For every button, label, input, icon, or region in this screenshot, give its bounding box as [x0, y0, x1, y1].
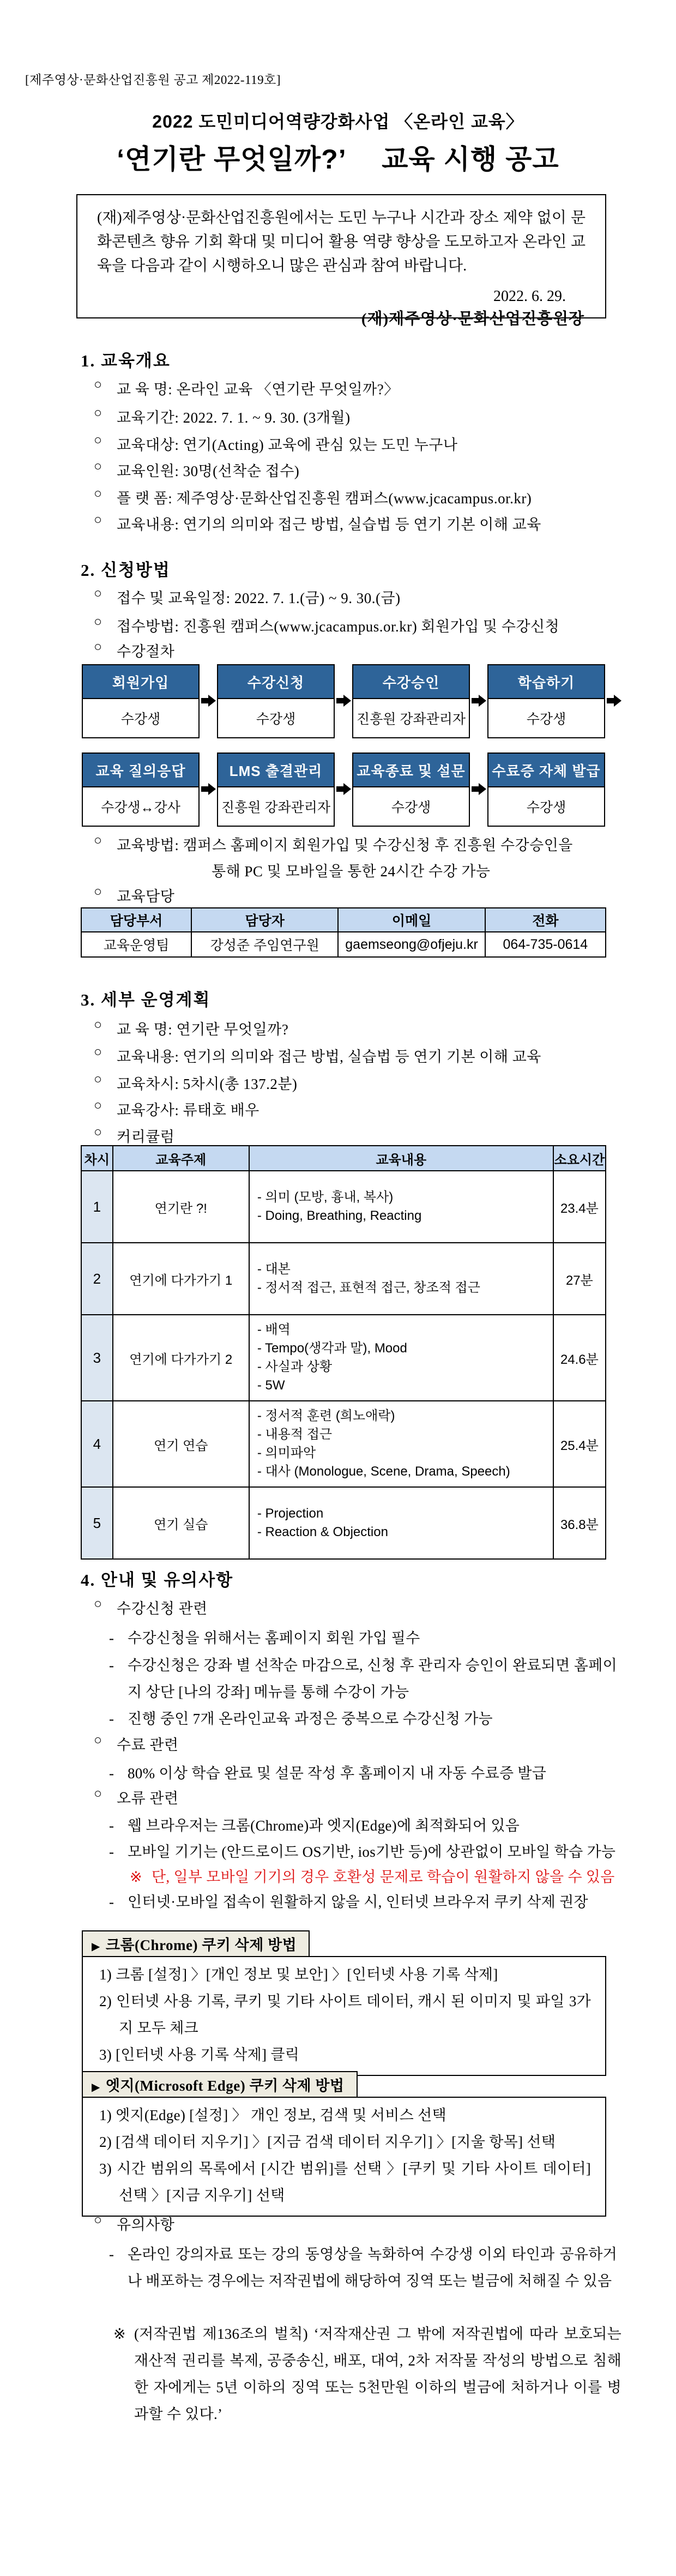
sub-list-item-text: 수강신청을 위해서는 홈페이지 회원 가입 필수: [128, 1630, 420, 1646]
list-item: [94, 377, 617, 399]
content-line: - Doing, Breathing, Reacting: [257, 1208, 422, 1223]
list-item: [94, 406, 617, 427]
session-contents: [249, 1315, 553, 1401]
circle-bullet-icon: ○: [94, 615, 102, 629]
group-label: 오류 관련: [117, 1790, 179, 1807]
circle-bullet-icon: ○: [94, 513, 102, 527]
sub-list-item-text: 80% 이상 학습 완료 및 설문 작성 후 홈페이지 내 자동 수료증 발급: [128, 1765, 547, 1781]
dash-bullet-icon: -: [109, 1817, 114, 1834]
arrow-right-icon: [470, 664, 487, 737]
cookie-step: 2) 인터넷 사용 기록, 쿠키 및 기타 사이트 데이터, 캐시 된 이미지 및 파일 3가지 모두 체크: [99, 1993, 591, 2036]
cookie-guide-title-text: 크롬(Chrome) 쿠키 삭제 방법: [105, 1937, 297, 1953]
sub-list-item: [109, 1813, 617, 1839]
flow-step-certificate: [487, 753, 605, 827]
session-contents: [249, 1487, 553, 1559]
flow-step-title: 수강신청: [218, 665, 334, 699]
flow-step-approval: [352, 664, 470, 738]
list-item: [94, 1786, 617, 1808]
arrow-right-icon: [200, 664, 217, 737]
contact-phone: 064-735-0614: [485, 932, 606, 957]
column-header: 교육주제: [113, 1146, 249, 1171]
circle-bullet-icon: ○: [94, 459, 102, 474]
sub-list-item: [109, 1625, 617, 1652]
list-item-text: 교육기간: 2022. 7. 1. ~ 9. 30. (3개월): [117, 410, 351, 426]
flow-step-role: 수강생: [526, 712, 566, 727]
enrollment-flow-row-2: [82, 753, 627, 827]
sub-list-item: [109, 2241, 617, 2295]
column-header: 차시: [81, 1146, 113, 1171]
section-heading-overview: 1. 교육개요: [81, 351, 171, 370]
cookie-guide-title-text: 엣지(Microsoft Edge) 쿠키 삭제 방법: [105, 2078, 345, 2094]
circle-bullet-icon: ○: [94, 586, 102, 601]
sub-list-item: [109, 1889, 617, 1916]
content-line: - 배역: [257, 1322, 291, 1337]
flow-step-role: 수강생: [256, 712, 296, 727]
session-duration: 36.8분: [553, 1487, 606, 1559]
reference-mark-icon: ※: [130, 1869, 142, 1885]
list-item-continuation: [212, 859, 676, 881]
list-item-text: 수강절차: [117, 643, 175, 660]
circle-bullet-icon: ○: [94, 433, 102, 448]
session-topic: 연기에 다가가기 2: [113, 1315, 249, 1401]
cookie-step: 1) 크롬 [설정] 〉[개인 정보 및 보안] 〉[인터넷 사용 기록 삭제]: [99, 1966, 498, 1983]
arrow-right-icon: [605, 664, 623, 737]
cookie-guide-edge: [82, 2071, 606, 2217]
column-header: 이메일: [338, 908, 485, 932]
content-line: - Projection: [257, 1506, 324, 1521]
group-label: 수강신청 관련: [117, 1600, 208, 1617]
list-item: [94, 486, 617, 508]
dash-bullet-icon: -: [109, 1711, 114, 1727]
copyright-law-note-text: (저작권법 제136조의 벌칙) ‘저작재산권 그 밖에 저작권법에 따라 보호되는 재산적 권리를 복제, 공중송신, 배포, 대여, 2차 저작물 작성의 방법으로 침해한 자에게는 5년 이하의 징역 또는 5천만원 이하의 벌금에 처하거나 이를 병과할 수 있다.’: [134, 2326, 621, 2422]
cookie-step: 3) [인터넷 사용 기록 삭제] 클릭: [99, 2047, 300, 2063]
content-line: - Tempo(생각과 말), Mood: [257, 1341, 407, 1356]
content-line: - Reaction & Objection: [257, 1525, 388, 1539]
column-header: 전화: [485, 908, 606, 932]
list-item-text: 교육차시: 5차시(총 137.2분): [117, 1076, 298, 1092]
list-item: [94, 1018, 617, 1039]
list-item: [94, 833, 617, 854]
intro-signer: (재)제주영상·문화산업진흥원장: [361, 310, 584, 328]
contact-team: 교육운영팀: [81, 932, 191, 957]
session-topic: 연기 실습: [113, 1487, 249, 1559]
session-topic: 연기란 ?!: [113, 1171, 249, 1243]
list-item: [94, 1597, 617, 1618]
contact-person: 강성준 주임연구원: [191, 932, 338, 957]
section-heading-plan: 3. 세부 운영계획: [81, 990, 211, 1009]
session-contents: [249, 1243, 553, 1315]
circle-bullet-icon: ○: [94, 1018, 102, 1032]
flow-step-title: LMS 출결관리: [218, 754, 334, 787]
dash-bullet-icon: -: [109, 1844, 114, 1860]
circle-bullet-icon: ○: [94, 1733, 102, 1748]
session-duration: 23.4분: [553, 1171, 606, 1243]
copyright-law-note: [113, 2321, 621, 2428]
flow-step-lms-attendance: [217, 753, 335, 827]
sub-list-item: [109, 1760, 617, 1787]
arrow-right-icon: [335, 664, 352, 737]
list-item: [94, 1125, 617, 1146]
content-line: - 대사 (Monologue, Scene, Drama, Speech): [257, 1464, 510, 1479]
circle-bullet-icon: ○: [94, 1072, 102, 1087]
circle-bullet-icon: ○: [94, 1125, 102, 1140]
flow-step-role: 수강생: [391, 800, 431, 815]
triangle-bullet-icon: ▶: [92, 2081, 100, 2093]
sub-list-item-text: 인터넷·모바일 접속이 원활하지 않을 시, 인터넷 브라우저 쿠키 삭제 권장: [128, 1894, 588, 1910]
flow-step-learning: [487, 664, 605, 738]
dash-bullet-icon: -: [109, 1657, 114, 1674]
session-contents: [249, 1171, 553, 1243]
session-duration: 24.6분: [553, 1315, 606, 1401]
flow-step-title: 수료증 자체 발급: [488, 754, 604, 787]
circle-bullet-icon: ○: [94, 1098, 102, 1113]
list-item: [94, 1098, 617, 1120]
intro-text: (재)제주영상·문화산업진흥원에서는 도민 누구나 시간과 장소 제약 없이 문화콘텐츠 향유 기회 확대 및 미디어 활용 역량 향상을 도모하고자 온라인 교육을 다음과 같이 시행하오니 많은 관심과 참여 바랍니다.: [97, 209, 586, 274]
session-number: 1: [81, 1171, 113, 1243]
session-topic: 연기에 다가가기 1: [113, 1243, 249, 1315]
sub-list-item-text: 모바일 기기는 (안드로이드 OS기반, ios기반 등)에 상관없이 모바일 학습 가능: [128, 1844, 616, 1860]
list-item-text: 접수 및 교육일정: 2022. 7. 1.(금) ~ 9. 30.(금): [117, 590, 401, 606]
sub-list-item: [109, 1706, 617, 1732]
cookie-step: 1) 엣지(Edge) [설정] 〉 개인 정보, 검색 및 서비스 선택: [99, 2107, 446, 2123]
enrollment-flow-row-1: [82, 664, 627, 738]
list-item-text: 교육대상: 연기(Acting) 교육에 관심 있는 도민 누구나: [117, 437, 458, 453]
content-line: - 사실과 상황: [257, 1359, 333, 1374]
circle-bullet-icon: ○: [94, 833, 102, 848]
list-item: [94, 1045, 617, 1066]
doc-subtitle: 2022 도민미디어역량강화사업 〈온라인 교육〉: [152, 112, 524, 131]
list-item-text: 교육내용: 연기의 의미와 접근 방법, 실습법 등 연기 기본 이해 교육: [117, 1049, 541, 1065]
flow-step-role: 수강생: [120, 712, 161, 727]
table-row: [81, 932, 606, 957]
content-line: - 의미 (모방, 흉내, 복사): [257, 1190, 394, 1205]
list-item: [94, 433, 617, 454]
list-item-text: 교육강사: 류태호 배우: [117, 1102, 259, 1118]
flow-step-signup: [82, 664, 200, 738]
cookie-step: 3) 시간 범위의 목록에서 [시간 범위]를 선택 〉[쿠키 및 기타 사이트 데이터] 선택 〉[지금 지우기] 선택: [99, 2160, 591, 2204]
circle-bullet-icon: ○: [94, 884, 102, 899]
group-label: 수료 관련: [117, 1737, 179, 1753]
sub-list-item-text: 수강신청은 강좌 별 선착순 마감으로, 신청 후 관리자 승인이 완료되면 홈페이지 상단 [나의 강좌] 메뉴를 통해 수강이 가능: [128, 1657, 617, 1700]
session-contents: [249, 1401, 553, 1487]
table-row: [81, 1315, 606, 1401]
sub-list-item-text: 진행 중인 7개 온라인교육 과정은 중복으로 수강신청 가능: [128, 1711, 493, 1727]
circle-bullet-icon: ○: [94, 640, 102, 654]
dash-bullet-icon: -: [109, 1630, 114, 1646]
doc-title: ‘연기란 무엇일까?’ 교육 시행 공고: [117, 144, 559, 174]
sub-list-item: [109, 1839, 617, 1865]
flow-step-title: 교육종료 및 설문: [353, 754, 469, 787]
contact-table: [81, 907, 606, 958]
cookie-step: 2) [검색 데이터 지우기] 〉[지금 검색 데이터 지우기] 〉[지울 항목] 선택: [99, 2134, 556, 2150]
circle-bullet-icon: ○: [94, 1786, 102, 1801]
cookie-guide-chrome-title: [82, 1930, 310, 1957]
table-row: [81, 1487, 606, 1559]
circle-bullet-icon: ○: [94, 1597, 102, 1611]
list-item: [94, 2213, 617, 2234]
arrow-right-icon: [335, 753, 352, 826]
table-row: [81, 1171, 606, 1243]
list-item-text: 교 육 명: 연기란 무엇일까?: [117, 1021, 289, 1038]
content-line: - 정서적 접근, 표현적 접근, 창조적 접근: [257, 1280, 480, 1295]
list-item-text: 접수방법: 진흥원 캠퍼스(www.jcacampus.or.kr) 회원가입 및 수강신청: [117, 618, 560, 635]
list-item: [94, 513, 617, 534]
warning-note: [130, 1864, 638, 1891]
content-line: - 의미파악: [257, 1446, 316, 1460]
circle-bullet-icon: ○: [94, 2213, 102, 2228]
table-header-row: [81, 908, 606, 932]
flow-step-course-request: [217, 664, 335, 738]
list-item-text: 교육방법: 캠퍼스 홈페이지 회원가입 및 수강신청 후 진흥원 수강승인을: [117, 837, 573, 853]
session-number: 2: [81, 1243, 113, 1315]
group-label: 유의사항: [117, 2217, 175, 2233]
flow-step-title: 수강승인: [353, 665, 469, 699]
cookie-guide-edge-title: [82, 2071, 358, 2098]
list-item: [94, 615, 617, 636]
dash-bullet-icon: -: [109, 1765, 114, 1781]
cookie-guide-chrome: [82, 1930, 606, 2076]
table-row: [81, 1243, 606, 1315]
flow-step-title: 교육 질의응답: [83, 754, 198, 787]
column-header: 담당부서: [81, 908, 191, 932]
list-item: [94, 1072, 617, 1093]
content-line: - 정서적 훈련 (희노애락): [257, 1409, 395, 1423]
contact-email: gaemseong@ofjeju.kr: [338, 932, 485, 957]
list-item: [94, 459, 617, 480]
list-item-text: 커리큘럼: [117, 1129, 175, 1145]
dash-bullet-icon: -: [109, 2246, 114, 2262]
session-topic: 연기 연습: [113, 1401, 249, 1487]
circle-bullet-icon: ○: [94, 1045, 102, 1060]
column-header: 담당자: [191, 908, 338, 932]
table-header-row: [81, 1146, 606, 1171]
table-row: [81, 1401, 606, 1487]
notice-number: [제주영상·문화산업진흥원 공고 제2022-119호]: [25, 73, 281, 87]
column-header: 교육내용: [249, 1146, 553, 1171]
warning-note-text: 단, 일부 모바일 기기의 경우 호환성 문제로 학습이 원활하지 않을 수 있음: [152, 1869, 615, 1885]
content-line: - 대본: [257, 1262, 291, 1277]
list-item-text: 교 육 명: 온라인 교육 〈연기란 무엇일까?〉: [117, 381, 399, 398]
list-item-text: 플 랫 폼: 제주영상·문화산업진흥원 캠퍼스(www.jcacampus.or.kr): [117, 490, 532, 507]
circle-bullet-icon: ○: [94, 486, 102, 501]
list-item-text: 교육내용: 연기의 의미와 접근 방법, 실습법 등 연기 기본 이해 교육: [117, 516, 541, 533]
curriculum-table: [81, 1145, 606, 1560]
session-number: 5: [81, 1487, 113, 1559]
content-line: - 5W: [257, 1378, 285, 1393]
flow-step-role: 진흥원 강좌관리자: [221, 800, 331, 815]
list-item-text: 통해 PC 및 모바일을 통한 24시간 수강 가능: [212, 863, 491, 880]
sub-list-item: [109, 1652, 617, 1706]
session-number: 3: [81, 1315, 113, 1401]
cookie-guide-chrome-steps: [82, 1956, 606, 2076]
list-item-text: 교육인원: 30명(선착순 접수): [117, 463, 300, 479]
arrow-right-icon: [470, 753, 487, 826]
triangle-bullet-icon: ▶: [92, 1941, 100, 1953]
column-header: 소요시간: [553, 1146, 606, 1171]
reference-mark-icon: ※: [113, 2326, 126, 2342]
list-item: [94, 1733, 617, 1754]
session-number: 4: [81, 1401, 113, 1487]
session-duration: 27분: [553, 1243, 606, 1315]
session-duration: 25.4분: [553, 1401, 606, 1487]
list-item-text: 교육담당: [117, 888, 175, 905]
flow-step-title: 회원가입: [83, 665, 198, 699]
sub-list-item-text: 웹 브라우저는 크롬(Chrome)과 엣지(Edge)에 최적화되어 있음: [128, 1817, 520, 1834]
flow-step-role: 진흥원 강좌관리자: [356, 712, 466, 727]
flow-step-title: 학습하기: [488, 665, 604, 699]
section-heading-apply: 2. 신청방법: [81, 561, 171, 580]
circle-bullet-icon: ○: [94, 406, 102, 420]
list-item: [94, 586, 617, 607]
cookie-guide-edge-steps: [82, 2097, 606, 2217]
section-heading-notes: 4. 안내 및 유의사항: [81, 1570, 234, 1590]
dash-bullet-icon: -: [109, 1894, 114, 1910]
flow-step-role: 수강생: [526, 800, 566, 815]
intro-date: 2022. 6. 29.: [493, 288, 566, 305]
intro-box: [76, 194, 606, 328]
content-line: - 내용적 접근: [257, 1427, 333, 1442]
flow-step-role: 수강생↔강사: [101, 800, 180, 815]
flow-step-qna: [82, 753, 200, 827]
arrow-right-icon: [200, 753, 217, 826]
flow-step-survey: [352, 753, 470, 827]
list-item: [94, 640, 617, 661]
sub-list-item-text: 온라인 강의자료 또는 강의 동영상을 녹화하여 수강생 이외 타인과 공유하거나 배포하는 경우에는 저작권법에 해당하여 징역 또는 벌금에 처해질 수 있음: [128, 2246, 617, 2289]
list-item: [94, 884, 617, 906]
circle-bullet-icon: ○: [94, 377, 102, 392]
